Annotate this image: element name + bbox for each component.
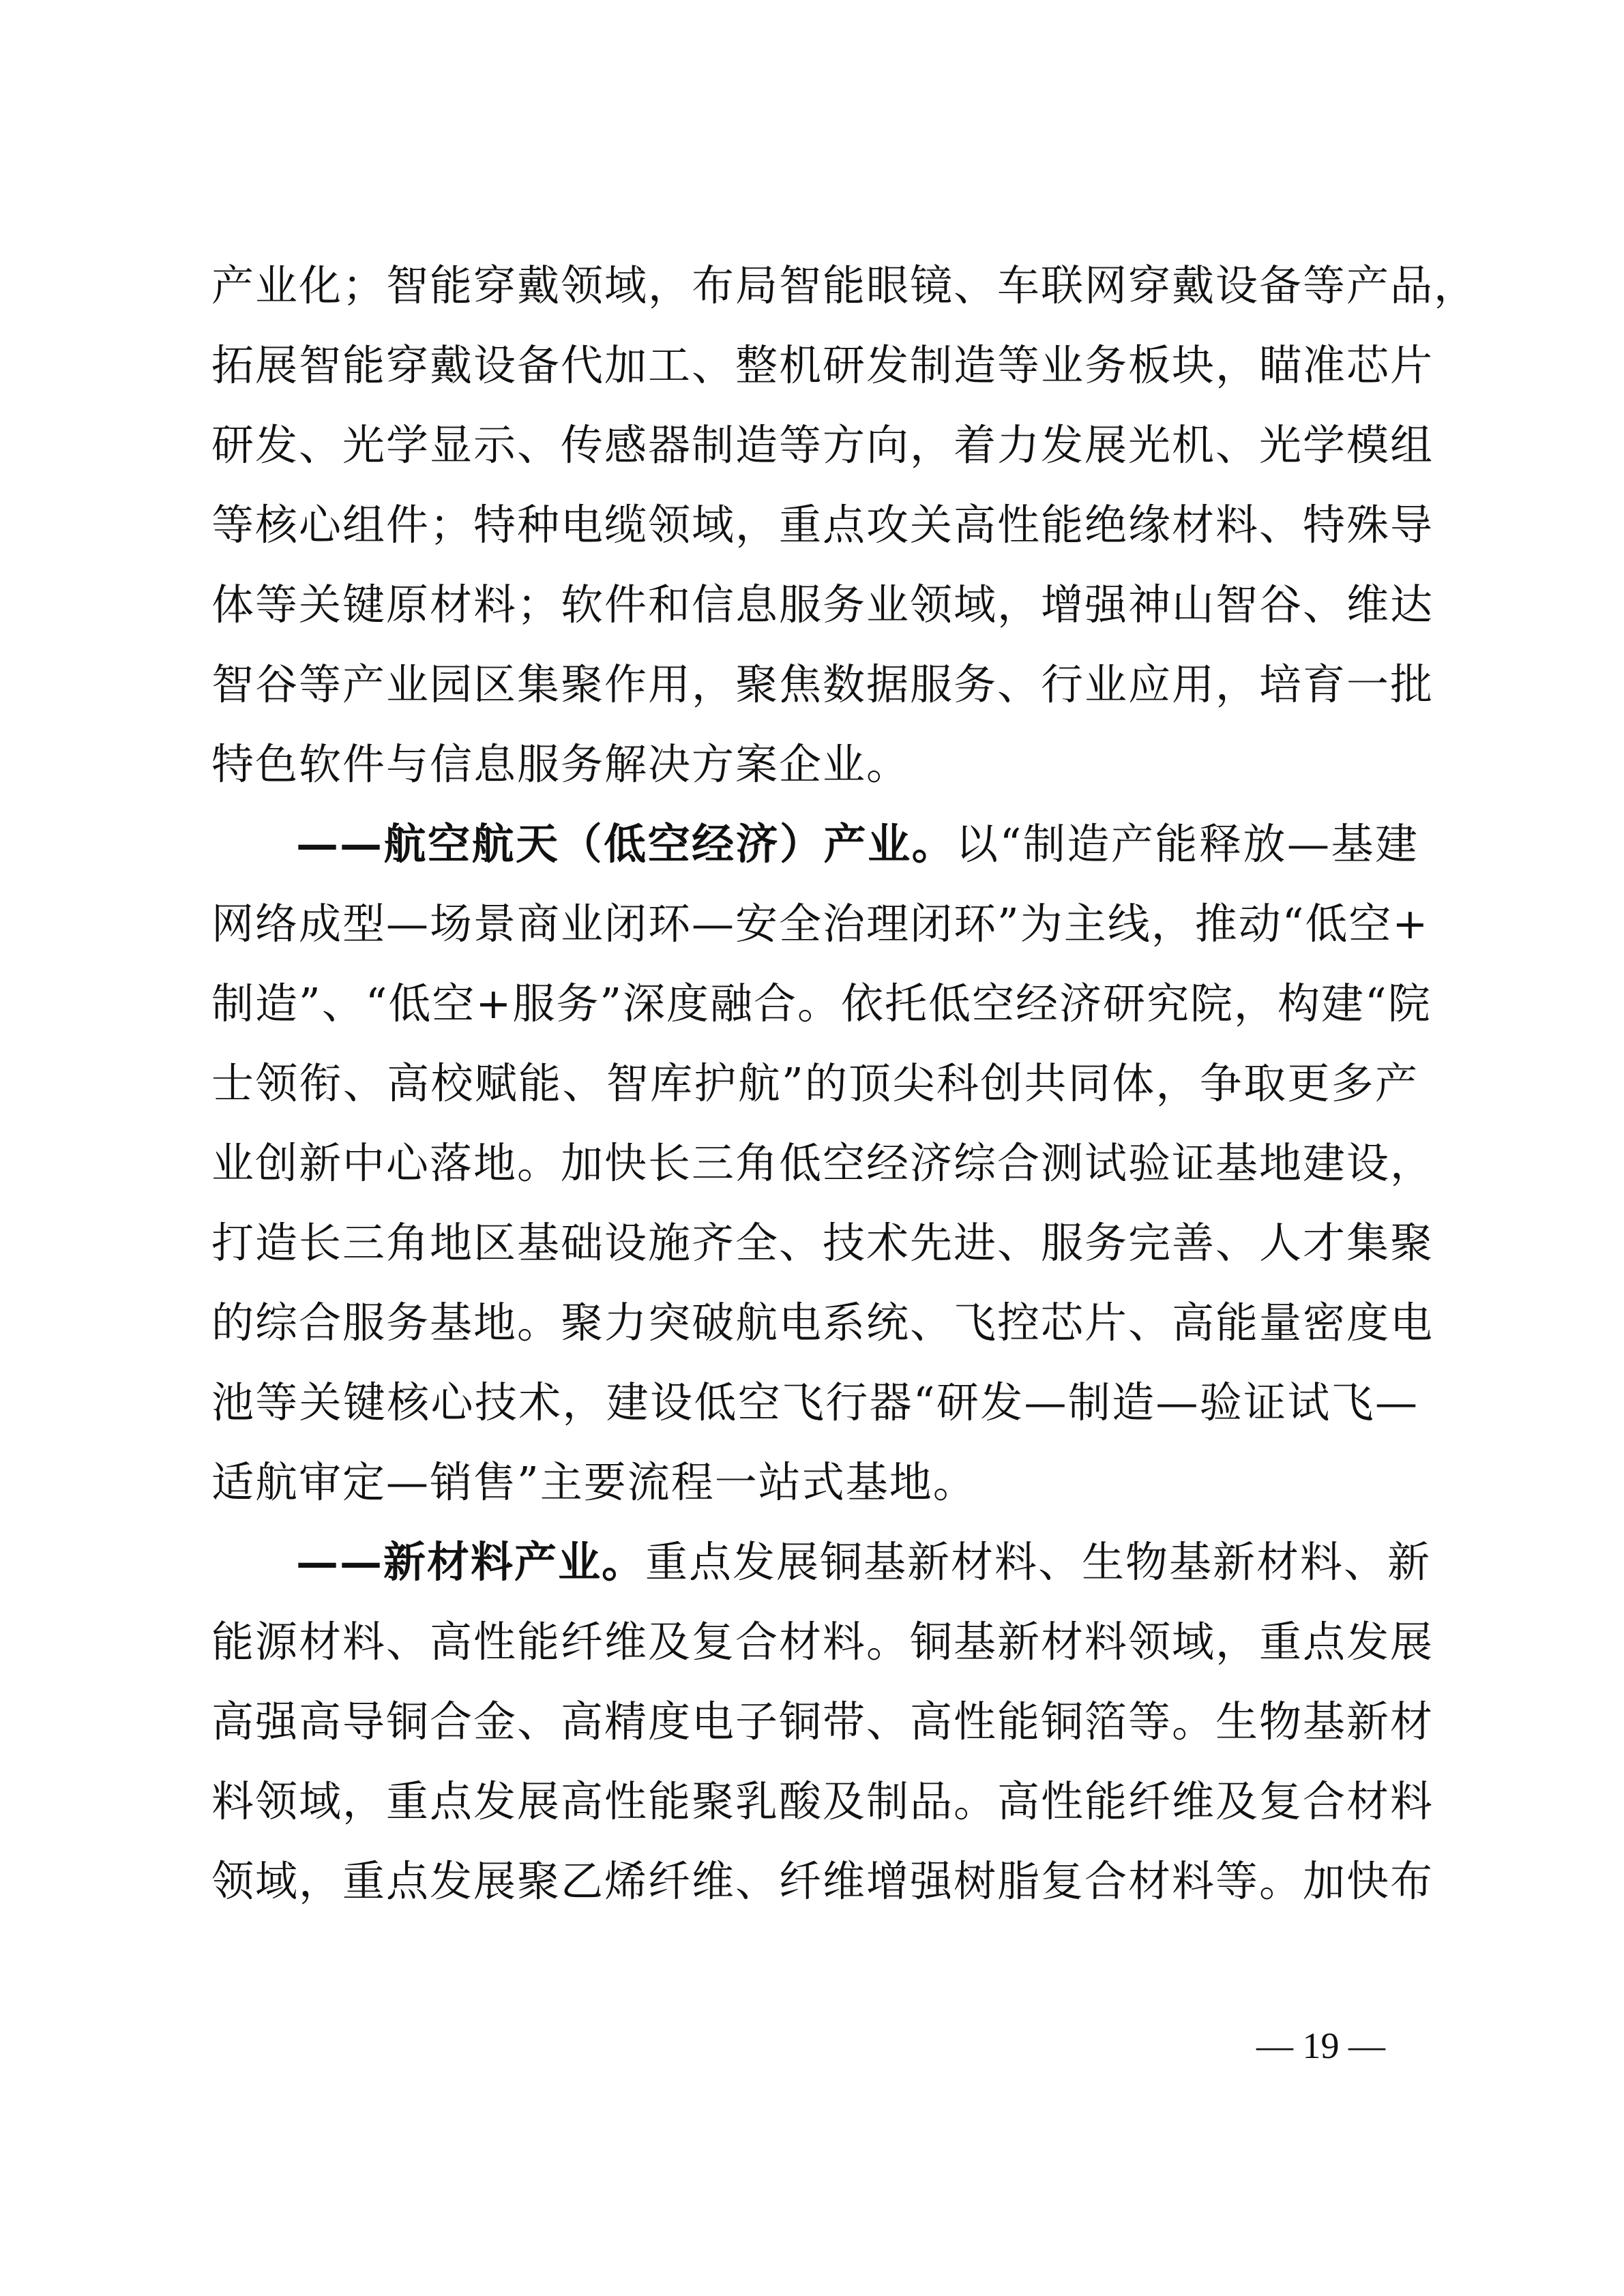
body-text: [211, 245, 1478, 1921]
text-line: 高强高导铜合金、高精度电子铜带、高性能铜箔等。生物基新材: [211, 1697, 1434, 1746]
text-line: 体等关键原材料；软件和信息服务业领域，增强神山智谷、维达: [211, 580, 1434, 629]
text-line: 等核心组件；特种电缆领域，重点攻关高性能绝缘材料、特殊导: [211, 500, 1434, 550]
text-line: 能源材料、高性能纤维及复合材料。铜基新材料领域，重点发展: [211, 1617, 1434, 1667]
text-line: 料领域，重点发展高性能聚乳酸及制品。高性能纤维及复合材料: [211, 1776, 1434, 1826]
text-line: 士领衔、高校赋能、智库护航”的顶尖科创共同体，争取更多产: [211, 1058, 1419, 1108]
text-line: 拓展智能穿戴设备代加工、整机研发制造等业务板块，瞄准芯片: [211, 340, 1434, 390]
section-heading-aerospace: ——航空航天（低空经济）产业。: [296, 819, 956, 869]
text-line: 研发、光学显示、传感器制造等方向，着力发展光机、光学模组: [211, 420, 1434, 470]
page-number: — 19 —: [1256, 2025, 1385, 2066]
text-line: 打造长三角地区基础设施齐全、技术先进、服务完善、人才集聚: [211, 1218, 1434, 1268]
text-line: 领域，重点发展聚乙烯纤维、纤维增强树脂复合材料等。加快布: [211, 1856, 1434, 1906]
text-line: 池等关键核心技术，建设低空飞行器“研发—制造—验证试飞—: [211, 1377, 1419, 1427]
text-line: 智谷等产业园区集聚作用，聚焦数据服务、行业应用，培育一批: [211, 659, 1434, 709]
text-line: 业创新中心落地。加快长三角低空经济综合测试验证基地建设，: [211, 1138, 1434, 1188]
text-line: 产业化；智能穿戴领域，布局智能眼镜、车联网穿戴设备等产品，: [211, 260, 1478, 310]
section-heading-line: [211, 1522, 1432, 1602]
text-line: 适航审定—销售”主要流程一站式基地。: [211, 1457, 977, 1507]
text-span: 以“制造产能释放—基建: [956, 819, 1419, 869]
text-span: 重点发展铜基新材料、生物基新材料、新: [645, 1537, 1432, 1587]
text-line: 网络成型—场景商业闭环—安全治理闭环”为主线，推动“低空+: [211, 899, 1430, 949]
section-heading-line: [211, 804, 1419, 884]
text-line: 的综合服务基地。聚力突破航电系统、飞控芯片、高能量密度电: [211, 1298, 1434, 1347]
text-line: 制造”、“低空+服务”深度融合。依托低空经济研究院，构建“院: [211, 979, 1432, 1028]
section-heading-new-materials: ——新材料产业。: [296, 1537, 646, 1587]
text-line: 特色软件与信息服务解决方案企业。: [211, 739, 911, 789]
